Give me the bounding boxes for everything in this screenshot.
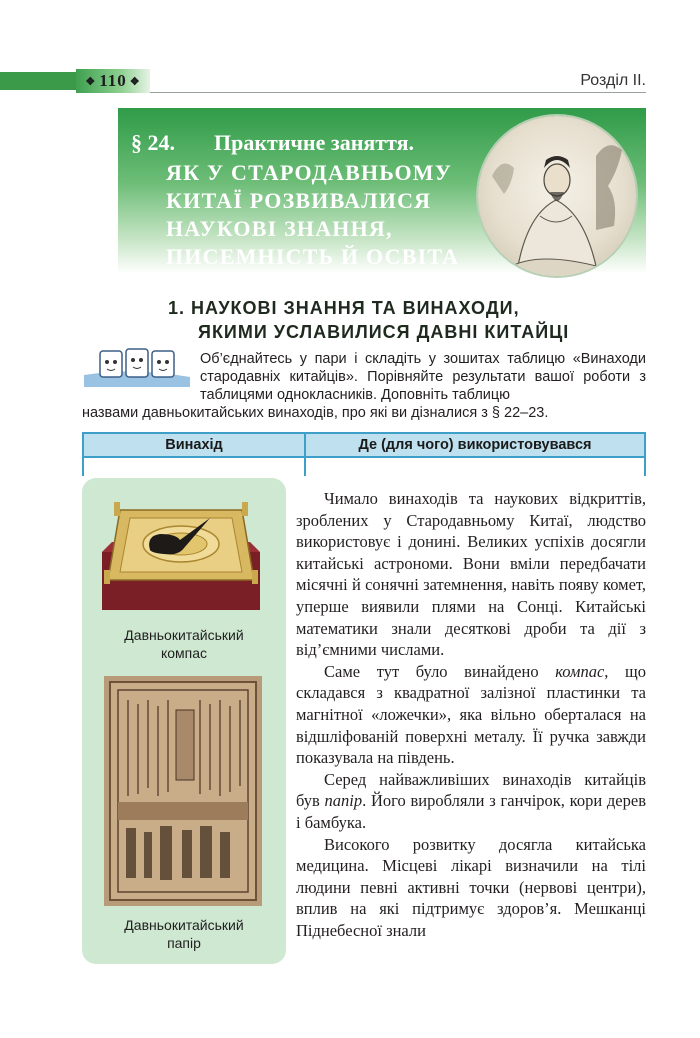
caption-line: Давньокитайський xyxy=(124,917,244,933)
table-header-usage: Де (для чого) використовувався xyxy=(305,433,645,457)
subsection-heading xyxy=(168,296,638,344)
caption-line: компас xyxy=(160,645,208,661)
text-run: , що складався з квадратної залізної пластинки та магнітної «ложечки», яка вільно оберталася на відшліфованій поверхні металу. Її ручка завжди показувала на південь. xyxy=(296,661,646,768)
title-line: ПИСЕМНІСТЬ Й ОСВІТА xyxy=(166,244,460,269)
header-bar xyxy=(0,72,76,90)
ornament-icon: ❖ xyxy=(85,75,97,88)
table-cell xyxy=(83,457,305,476)
title-line: ЯК У СТАРОДАВНЬОМУ xyxy=(166,160,453,185)
title-line: КИТАЇ РОЗВИВАЛИСЯ xyxy=(166,188,432,213)
section-label: Розділ ІІ. xyxy=(580,72,646,89)
text-run: Саме тут було винайдено xyxy=(324,661,556,681)
subsection-heading-line: 1. НАУКОВІ ЗНАННЯ ТА ВИНАХОДИ, xyxy=(168,298,520,318)
ancient-paper-image xyxy=(104,676,262,906)
page-title xyxy=(166,159,476,271)
paragraph xyxy=(296,661,646,769)
sage-portrait-image xyxy=(478,116,636,276)
paragraph-number: § 24. xyxy=(131,130,175,155)
lesson-type: Практичне заняття. xyxy=(214,130,414,155)
compass-image xyxy=(100,494,262,612)
pair-work-icon xyxy=(82,345,192,389)
caption-line: папір xyxy=(167,935,201,951)
compass-caption xyxy=(82,626,286,662)
page-number-text: 110 xyxy=(99,71,127,90)
paragraph: Високого розвитку досягла китайська медицина. Місцеві лікарі визначили на тілі людини певні активні точки (нервові центри), вплив на які підтримує здоров’я. Мешканці Піднебесної знали xyxy=(296,834,646,940)
page-number xyxy=(76,69,150,93)
main-text xyxy=(296,488,646,941)
paragraph: Чимало винаходів та наукових відкриттів, зроблених у Стародавньому Китаї, людство використовує і донині. Великих успіхів досягли китайські астрономи. Вони вміли передбачати місячні й сонячні затемнення, навіть появу комет, уперше виявили плями на Сонці. Китайські математики знали десяткові дроби та дії з від’ємними числами. xyxy=(296,489,646,660)
header-rule xyxy=(150,92,646,93)
term-paper: папір xyxy=(324,791,363,811)
inventions-table xyxy=(82,432,646,476)
table-header-invention: Винахід xyxy=(83,433,305,457)
text-run: Серед найважливіших винаходів китайців був xyxy=(296,769,646,811)
task-instruction: Об’єднайтесь у пари і складіть у зошитах таблицю «Винаходи стародавніх китайців». Порівняйте результати вашої роботи з таблицями однокласників. Доповніть таблицю xyxy=(200,351,646,403)
term-compass: компас xyxy=(555,661,605,681)
ornament-icon: ❖ xyxy=(129,75,141,88)
task-instruction-cont: назвами давньокитайських винаходів, про які ви дізналися з § 22–23. xyxy=(82,405,549,421)
caption-line: Давньокитайський xyxy=(124,627,244,643)
subsection-heading-line: ЯКИМИ УСЛАВИЛИСЯ ДАВНІ КИТАЙЦІ xyxy=(198,322,570,342)
title-line: НАУКОВІ ЗНАННЯ, xyxy=(166,216,393,241)
text-run: . Його виробляли з ганчірок, кори дерев і бамбука. xyxy=(296,791,646,832)
paragraph xyxy=(296,769,646,834)
paper-caption xyxy=(82,916,286,952)
table-cell xyxy=(305,457,645,476)
